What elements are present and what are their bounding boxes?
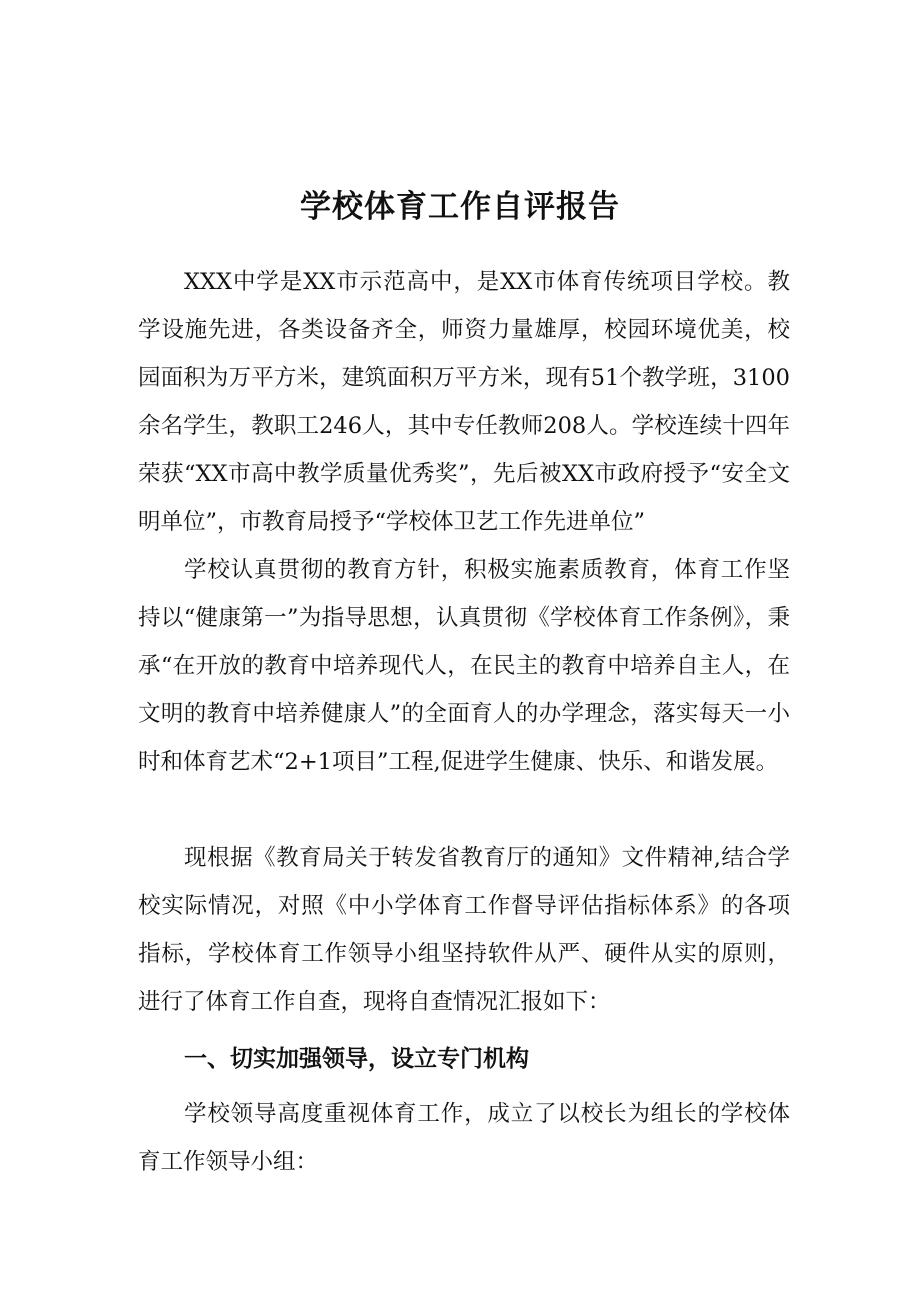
- paragraph-education-policy: 学校认真贯彻的教育方针，积极实施素质教育，体育工作坚持以“健康第一”为指导思想，认真贯彻《学校体育工作条例》，秉承“在开放的教育中培养现代人，在民主的教育中培养自主人，在文明的教育中培养健康人”的全面育人的办学理念，落实每天一小时和体育艺术“2+1项目”工程,促进学生健康、快乐、和谐发展。: [138, 557, 790, 775]
- paragraph-school-intro: XXX中学是XX市示范高中，是XX市体育传统项目学校。教学设施先进，各类设备齐全，师资力量雄厚，校园环境优美，校园面积为万平方米，建筑面积万平方米，现有51个教学班，3100余名学生，教职工246人，其中专任教师208人。学校连续十四年荣获“XX市高中教学质量优秀奖”，先后被XX市政府授予“安全文明单位”，市教育局授予“学校体卫艺工作先进单位”: [138, 269, 790, 535]
- document-title: 学校体育工作自评报告: [300, 188, 620, 225]
- paragraph-self-inspection: 现根据《教育局关于转发省教育厅的通知》文件精神,结合学校实际情况，对照《中小学体育工作督导评估指标体系》的各项指标，学校体育工作领导小组坚持软件从严、硬件从实的原则，进行了体育工作自查，现将自查情况汇报如下：: [138, 845, 790, 1015]
- section-heading-leadership: 一、切实加强领导，设立专门机构: [184, 1046, 529, 1072]
- paragraph-leadership-group: 学校领导高度重视体育工作，成立了以校长为组长的学校体育工作领导小组：: [138, 1101, 790, 1175]
